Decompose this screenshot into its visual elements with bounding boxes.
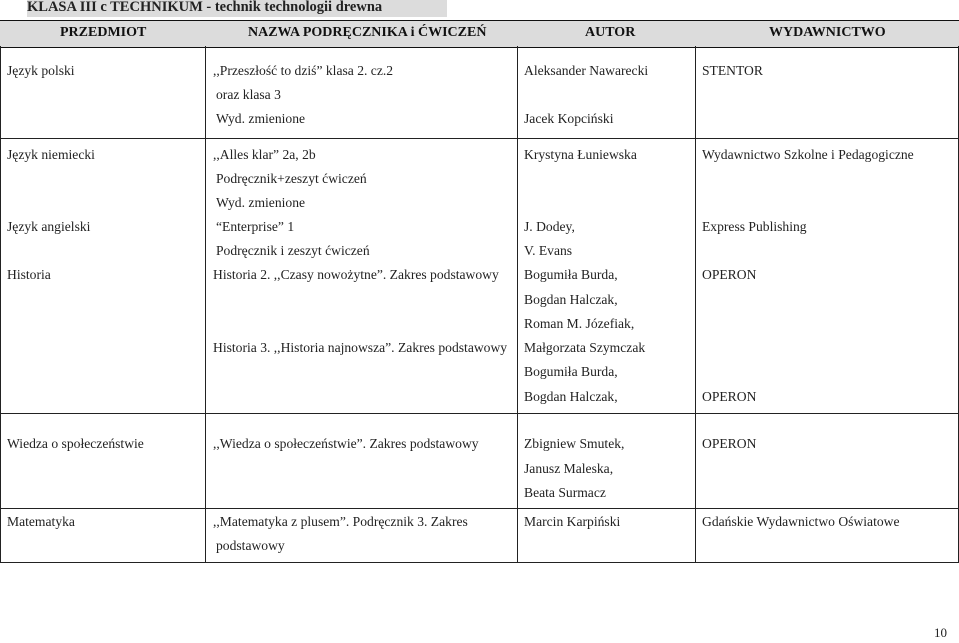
author-line: Małgorzata Szymczak: [524, 340, 646, 355]
author-line: Bogdan Halczak,: [524, 389, 618, 404]
book-line: Podręcznik i zeszyt ćwiczeń: [216, 243, 370, 258]
author-line: Roman M. Józefiak,: [524, 316, 635, 331]
book-line: ,,Alles klar” 2a, 2b: [213, 147, 316, 162]
row-divider: [0, 562, 959, 563]
author-line: V. Evans: [524, 243, 573, 258]
subject-cell: Język polski: [7, 63, 75, 78]
author-line: Jacek Kopciński: [524, 111, 614, 126]
author-line: Bogdan Halczak,: [524, 292, 618, 307]
subject-cell: Historia: [7, 267, 51, 282]
author-line: Beata Surmacz: [524, 485, 606, 500]
author-line: Aleksander Nawarecki: [524, 63, 649, 78]
book-line: ,,Przeszłość to dziś” klasa 2. cz.2: [213, 63, 394, 78]
page-number: 10: [934, 625, 947, 640]
grid-line: [517, 46, 518, 563]
table-header: [0, 20, 959, 48]
book-line: Historia 3. ,,Historia najnowsza”. Zakres podstawowy: [213, 340, 508, 355]
book-line: Podręcznik+zeszyt ćwiczeń: [216, 171, 367, 186]
publisher-cell: Express Publishing: [702, 219, 807, 234]
author-line: Zbigniew Smutek,: [524, 436, 625, 451]
author-line: Bogumiła Burda,: [524, 364, 618, 379]
publisher-cell: STENTOR: [702, 63, 763, 78]
publisher-cell: OPERON: [702, 436, 757, 451]
book-line: ,,Wiedza o społeczeństwie”. Zakres podstawowy: [213, 436, 479, 451]
header-subject: PRZEDMIOT: [60, 25, 147, 40]
subject-cell: Matematyka: [7, 514, 75, 529]
book-line: Wyd. zmienione: [216, 111, 306, 126]
book-line: oraz klasa 3: [216, 87, 281, 102]
document-title: KLASA III c TECHNIKUM - technik technologii drewna: [27, 0, 447, 17]
publisher-cell: Gdańskie Wydawnictwo Oświatowe: [702, 514, 900, 529]
subject-cell: Język niemiecki: [7, 147, 95, 162]
row-divider: [0, 413, 959, 414]
author-line: Krystyna Łuniewska: [524, 147, 637, 162]
book-line: “Enterprise” 1: [216, 219, 295, 234]
subject-cell: Wiedza o społeczeństwie: [7, 436, 144, 451]
publisher-cell: OPERON: [702, 267, 757, 282]
book-line: ,,Matematyka z plusem”. Podręcznik 3. Zakres: [213, 514, 468, 529]
book-line: podstawowy: [216, 538, 285, 553]
publisher-cell: OPERON: [702, 389, 757, 404]
subject-cell: Język angielski: [7, 219, 91, 234]
header-book: NAZWA PODRĘCZNIKA i ĆWICZEŃ: [248, 25, 487, 40]
author-line: Bogumiła Burda,: [524, 267, 618, 282]
grid-line: [0, 46, 1, 563]
grid-line: [695, 46, 696, 563]
book-line: Historia 2. ,,Czasy nowożytne”. Zakres podstawowy: [213, 267, 499, 282]
header-publisher: WYDAWNICTWO: [769, 25, 886, 40]
book-line: Wyd. zmienione: [216, 195, 306, 210]
grid-line: [205, 46, 206, 563]
publisher-cell: Wydawnictwo Szkolne i Pedagogiczne: [702, 147, 914, 162]
row-divider: [0, 138, 959, 139]
author-line: Marcin Karpiński: [524, 514, 621, 529]
header-author: AUTOR: [585, 25, 636, 40]
author-line: Janusz Maleska,: [524, 461, 614, 476]
author-line: J. Dodey,: [524, 219, 575, 234]
row-divider: [0, 508, 959, 509]
